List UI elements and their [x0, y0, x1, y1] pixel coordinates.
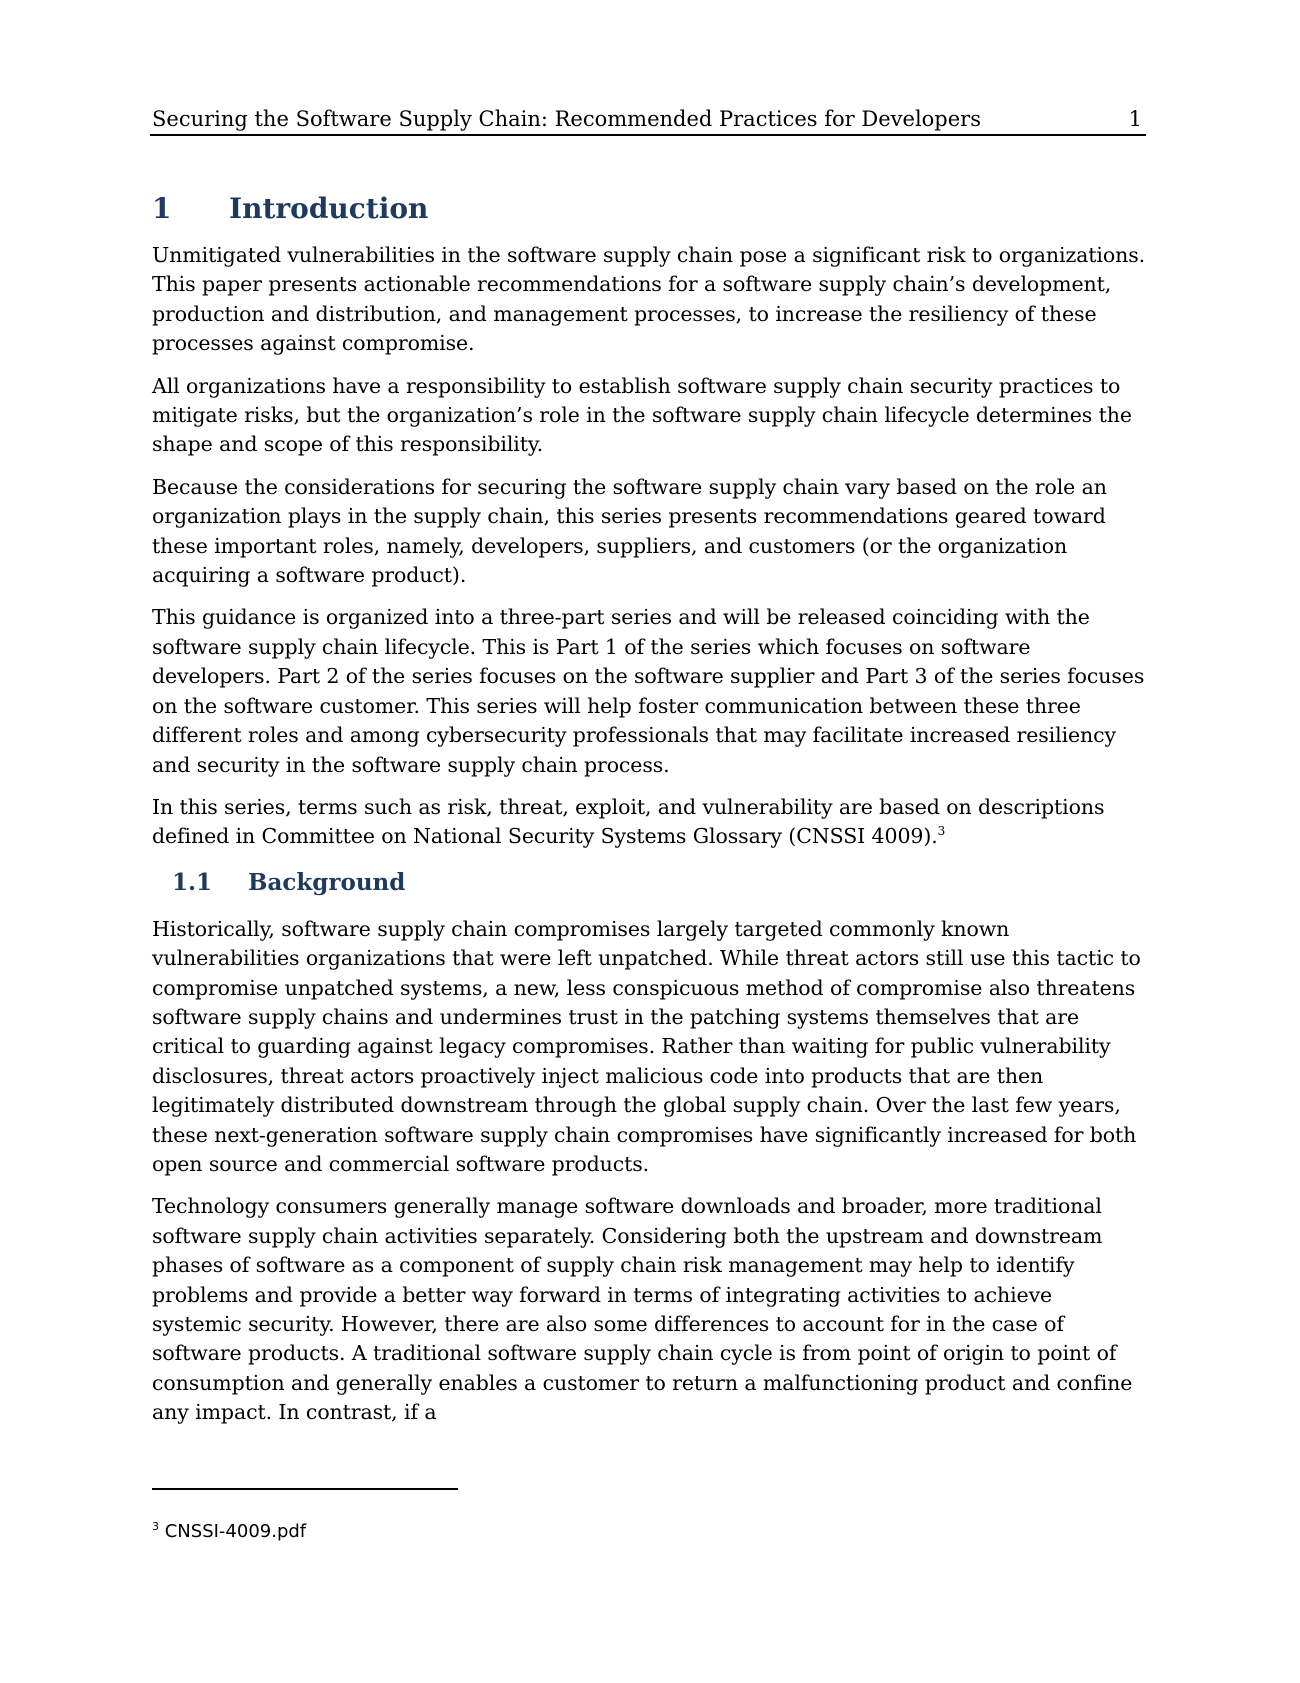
intro-paragraph-5-text: In this series, terms such as risk, threat, exploit, and vulnerability are based on descriptions defined in Committee on National Security Systems Glossary (CNSSI 4009). — [152, 794, 1105, 849]
subsection-number: 1.1 — [172, 868, 213, 896]
section-title: Introduction — [229, 192, 429, 225]
page-body — [152, 188, 1147, 1441]
section-heading-background — [172, 866, 1147, 900]
section-number: 1 — [152, 192, 172, 225]
intro-paragraph-5 — [152, 793, 1147, 852]
intro-paragraph-3: Because the considerations for securing the software supply chain vary based on the role an organization plays in the supply chain, this series presents recommendations geared toward these important roles, namely, developers, suppliers, and customers (or the organization acquiring a software product). — [152, 474, 1107, 588]
intro-paragraph-1: Unmitigated vulnerabilities in the software supply chain pose a significant risk to organizations. This paper presents actionable recommendations for a software supply chain’s development, production and distribution, and management processes, to increase the resiliency of these processes against compromise. — [152, 243, 1146, 356]
background-paragraph-2: Technology consumers generally manage software downloads and broader, more traditional software supply chain activities separately. Considering both the upstream and downstream phases of software as a component of supply chain risk management may help to identify problems and provide a better way forward in terms of integrating activities to achieve systemic security. However, there are also some differences to account for in the case of software products. A traditional software supply chain cycle is from point of origin to point of consumption and generally enables a customer to return a malfunctioning product and confine any impact. In contrast, if a — [152, 1194, 1133, 1425]
footnote-separator — [152, 1488, 458, 1490]
running-header-title: Securing the Software Supply Chain: Recommended Practices for Developers — [152, 107, 981, 131]
running-header — [150, 104, 1146, 136]
intro-paragraph-2: All organizations have a responsibility to establish software supply chain security practices to mitigate risks, but the organization’s role in the software supply chain lifecycle determines the shape and scope of this responsibility. — [152, 373, 1132, 457]
footnote — [152, 1520, 306, 1544]
intro-paragraph-4: This guidance is organized into a three-part series and will be released coinciding with the software supply chain lifecycle. This is Part 1 of the series which focuses on software developers. Part 2 of the series focuses on the software supplier and Part 3 of the series focuses on the software customer. This series will help foster communication between these three different roles and among cybersecurity professionals that may facilitate increased resiliency and security in the software supply chain process. — [152, 605, 1145, 777]
section-heading-introduction — [152, 188, 1147, 230]
background-paragraph-1: Historically, software supply chain compromises largely targeted commonly known vulnerabilities organizations that were left unpatched. While threat actors still use this tactic to compromise unpatched systems, a new, less conspicuous method of compromise also threatens software supply chains and undermines trust in the patching systems themselves that are critical to guarding against legacy compromises. Rather than waiting for public vulnerability disclosures, threat actors proactively inject malicious code into products that are then legitimately distributed downstream through the global supply chain. Over the last few years, these next-generation software supply chain compromises have significantly increased for both open source and commercial software products. — [152, 916, 1141, 1176]
page-number: 1 — [1128, 107, 1142, 131]
footnote-text: CNSSI-4009.pdf — [164, 1521, 307, 1542]
subsection-title: Background — [248, 868, 406, 896]
footnote-marker: 3 — [152, 1520, 159, 1533]
footnote-reference[interactable]: 3 — [937, 824, 946, 839]
